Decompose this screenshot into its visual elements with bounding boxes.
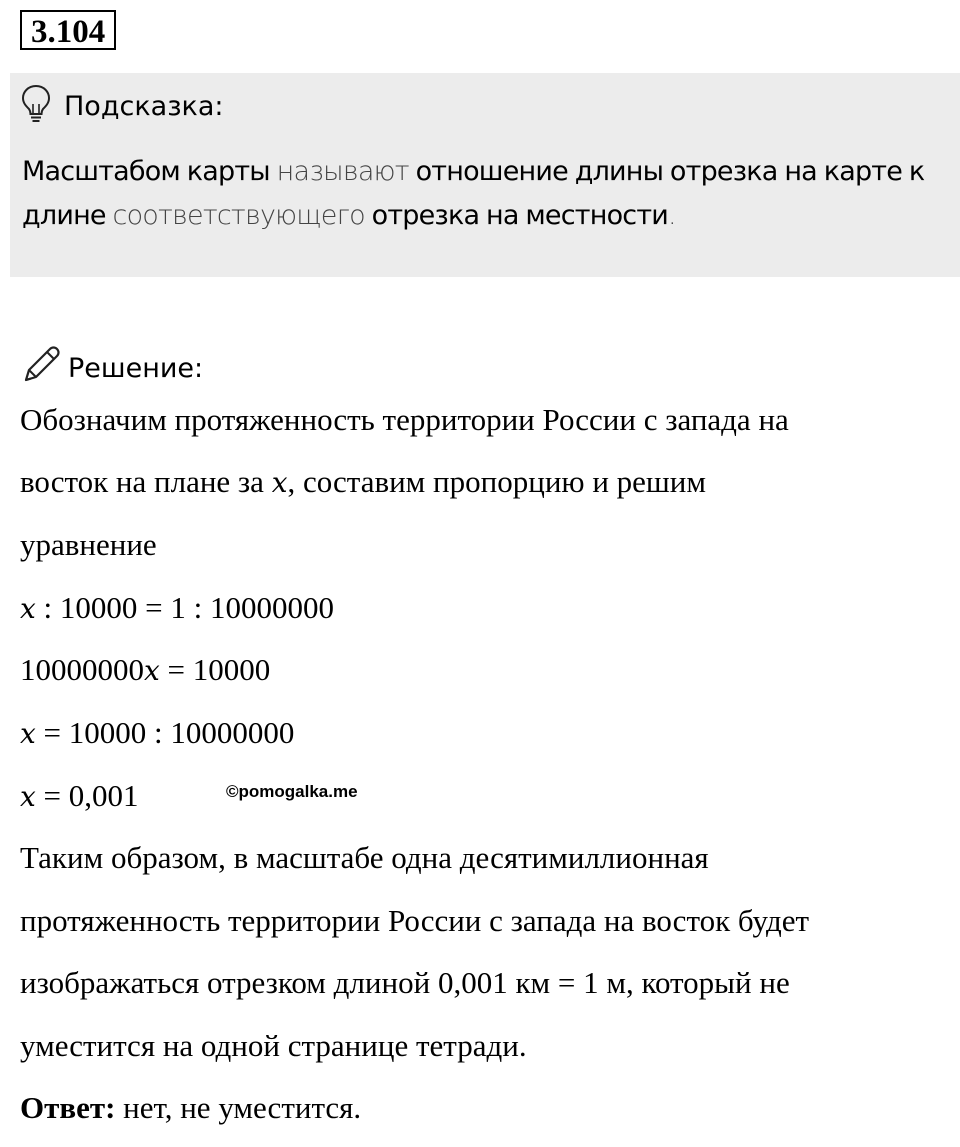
equation-2: 10000000x = 10000 <box>20 652 271 687</box>
answer-label: Ответ: <box>20 1090 116 1125</box>
conclusion-line: протяженность территории России с запада на восток будет <box>20 903 810 938</box>
pencil-icon <box>20 344 62 393</box>
conclusion-line: уместится на одной странице тетради. <box>20 1028 527 1063</box>
variable-x: x <box>20 780 36 813</box>
solution-text-line: Обозначим протяженность территории России с запада на <box>20 402 789 437</box>
hint-definition-end: отрезка на местности <box>371 200 669 231</box>
solution-title: Решение: <box>68 352 204 384</box>
hint-header <box>20 82 224 130</box>
equation-4: x = 0,001 <box>20 778 139 813</box>
variable-x: x <box>271 466 288 499</box>
hint-text <box>22 150 942 238</box>
watermark: ©pomogalka.me <box>226 782 358 801</box>
hint-term: Масштабом карты <box>22 156 270 187</box>
lightbulb-icon <box>20 83 52 130</box>
conclusion-line: Таким образом, в масштабе одна десятимиллионная <box>20 840 709 875</box>
answer-text: нет, не уместится. <box>115 1090 362 1125</box>
problem-number: 3.104 <box>20 10 116 50</box>
solution-header <box>20 343 203 393</box>
conclusion-line: изображаться отрезком длиной 0,001 км = 1 м, который не <box>20 965 790 1000</box>
variable-x: x <box>20 592 36 625</box>
variable-x: x <box>144 654 160 687</box>
hint-plain: называют <box>269 156 416 187</box>
solution-text-line: уравнение <box>20 527 157 562</box>
answer-line <box>20 1090 361 1126</box>
equation-1: x : 10000 = 1 : 10000000 <box>20 590 335 625</box>
solution-text-line: восток на плане за x, составим пропорцию и решим <box>20 464 706 499</box>
equation-3: x = 10000 : 10000000 <box>20 715 295 750</box>
variable-x: x <box>20 717 36 750</box>
hint-plain: соответствующего <box>105 200 372 231</box>
hint-definition: отношение длины отрезка на карте к длине <box>22 156 925 231</box>
hint-title: Подсказка: <box>64 90 224 122</box>
hint-period: . <box>668 200 676 231</box>
